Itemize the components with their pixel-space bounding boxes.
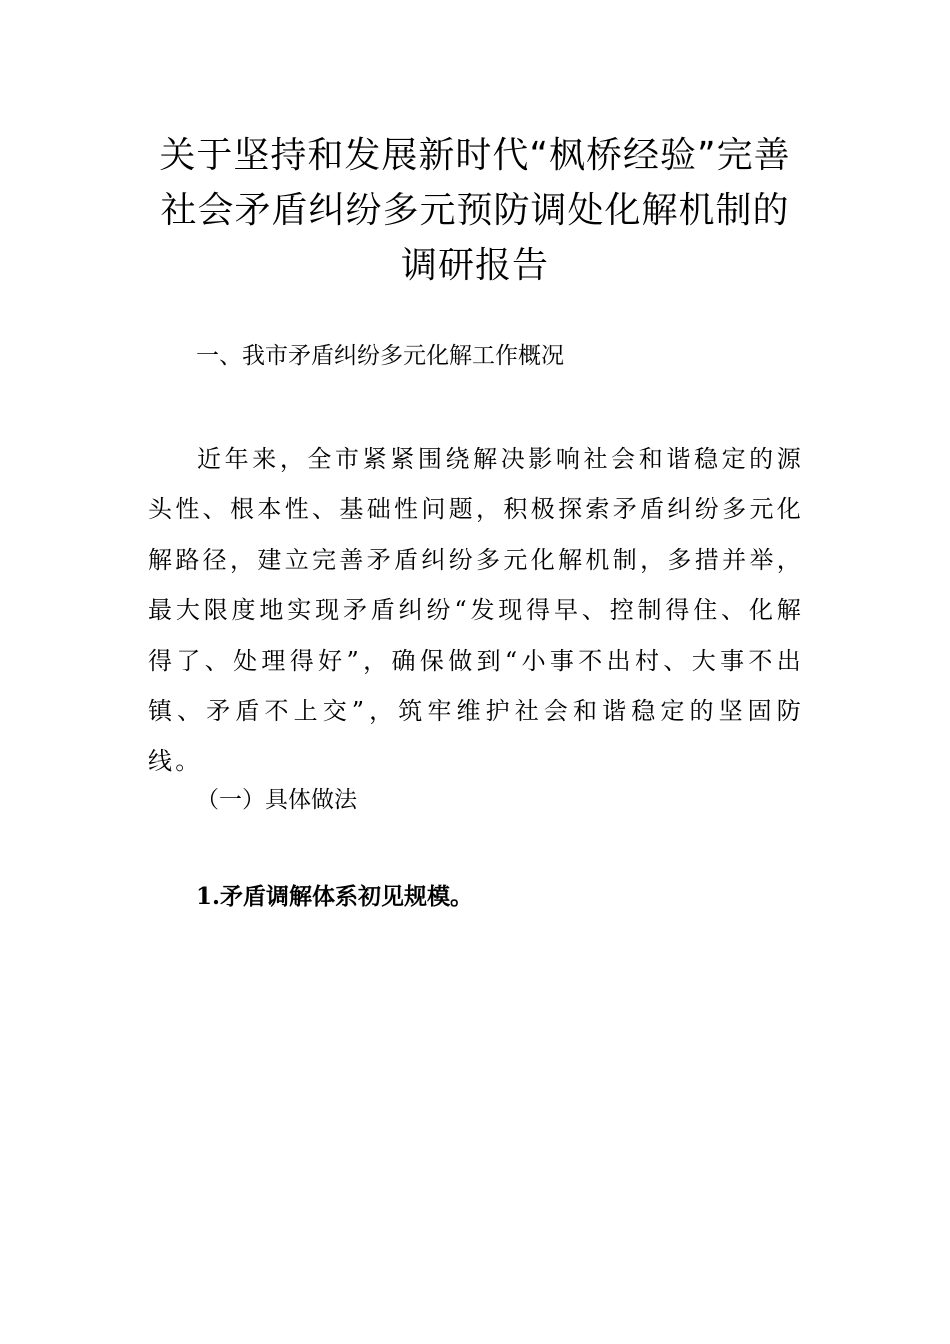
title-line-1: 关于坚持和发展新时代“枫桥经验”完善 (159, 135, 791, 176)
body-paragraph: 近年来，全市紧紧围绕解决影响社会和谐稳定的源头性、根本性、基础性问题，积极探索矛盾纠纷多元化解路径，建立完善矛盾纠纷多元化解机制，多措并举，最大限度地实现矛盾纠纷“发现得早、控制得住、化解得了、处理得好”，确保做到“小事不出村、大事不出镇、矛盾不上交”，筑牢维护社会和谐稳定的坚固防线。 (148, 445, 804, 776)
item-heading: 1.矛盾调解体系初见规模。 (196, 883, 474, 910)
title-line-2: 社会矛盾纠纷多元预防调处化解机制的 (160, 190, 790, 231)
document-title (0, 128, 950, 293)
subsection-heading: （一）具体做法 (196, 787, 357, 813)
section-heading: 一、我市矛盾纠纷多元化解工作概况 (196, 343, 564, 369)
title-line-3: 调研报告 (400, 245, 549, 286)
